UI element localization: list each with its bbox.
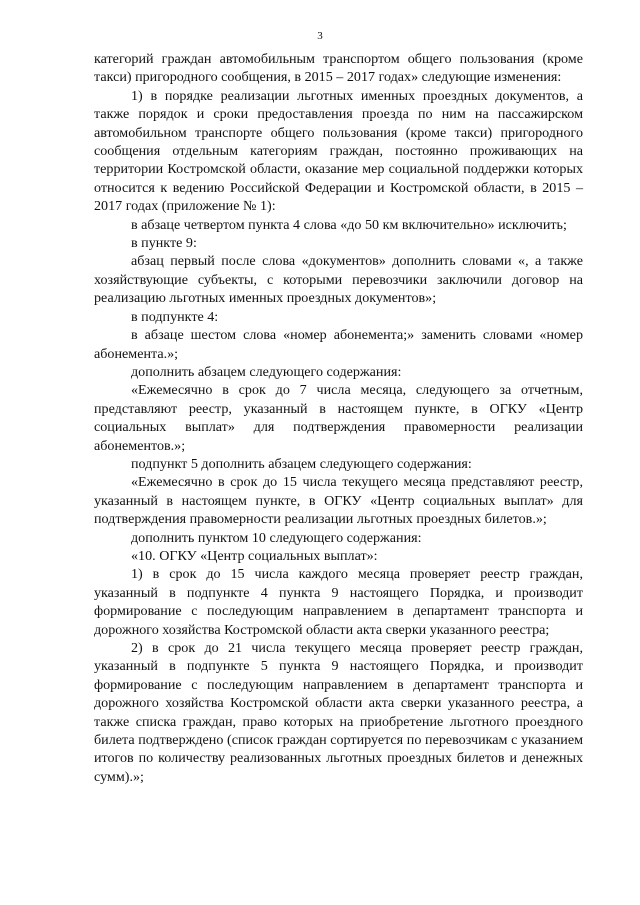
paragraph: категорий граждан автомобильным транспортом общего пользования (кроме такси) пригородного сообщения, в 2015 – 2017 годах» следующие изменения: (94, 51, 583, 86)
paragraph: дополнить пунктом 10 следующего содержания: (131, 529, 422, 546)
paragraph: «Ежемесячно в срок до 15 числа текущего месяца представляют реестр, указанный в настоящем пункте, в ОГКУ «Центр социальных выплат» для подтверждения правомерности реализации льготных проездных билетов.»; (94, 474, 583, 528)
paragraph: в абзаце четвертом пункта 4 слова «до 50 км включительно» исключить; (131, 216, 567, 233)
paragraph: дополнить абзацем следующего содержания: (131, 363, 402, 380)
paragraph: в подпункте 4: (131, 308, 219, 325)
page-number: 3 (317, 30, 323, 42)
document-body (94, 50, 583, 786)
paragraph: подпункт 5 дополнить абзацем следующего содержания: (131, 455, 472, 472)
paragraph: 2) в срок до 21 числа текущего месяца проверяет реестр граждан, указанный в подпункте 5 пункта 9 настоящего Порядка, и производит формирование с последующим направлением в департамент транспорта и дорожного хозяйства Костромской области акта сверки указанного реестра, а также списка граждан, право которых на приобретение льготного проездного билета подтверждено (список граждан сортируется по перевозчикам с указанием итогов по количеству реализованных льготных проездных билетов и денежных сумм).»; (94, 640, 583, 785)
paragraph: 1) в срок до 15 числа каждого месяца проверяет реестр граждан, указанный в подпункте 4 пункта 9 настоящего Порядка, и производит формирование с последующим направлением в департамент транспорта и дорожного хозяйства Костромской области акта сверки указанного реестра; (94, 566, 583, 638)
paragraph: абзац первый после слова «документов» дополнить словами «, а также хозяйствующие субъекты, с которыми перевозчики заключили договор на реализацию льготных именных проездных документов»; (94, 253, 583, 307)
paragraph: в пункте 9: (131, 235, 197, 252)
paragraph: «10. ОГКУ «Центр социальных выплат»: (131, 547, 378, 564)
paragraph: в абзаце шестом слова «номер абонемента;» заменить словами «номер абонемента.»; (94, 327, 583, 362)
paragraph: «Ежемесячно в срок до 7 числа месяца, следующего за отчетным, представляют реестр, указанный в настоящем пункте, в ОГКУ «Центр социальных выплат» для подтверждения правомерности реализации абонементов.»; (94, 382, 583, 454)
paragraph: 1) в порядке реализации льготных именных проездных документов, а также порядок и сроки предоставления проезда по ним на пассажирском автомобильном транспорте общего пользования (кроме такси) пригородного сообщения отдельным категориям граждан, постоянно проживающих на территории Костромской области, оказание мер социальной поддержки которых относится к ведению Российской Федерации и Костромской области, в 2015 – 2017 годах (приложение № 1): (94, 87, 583, 215)
